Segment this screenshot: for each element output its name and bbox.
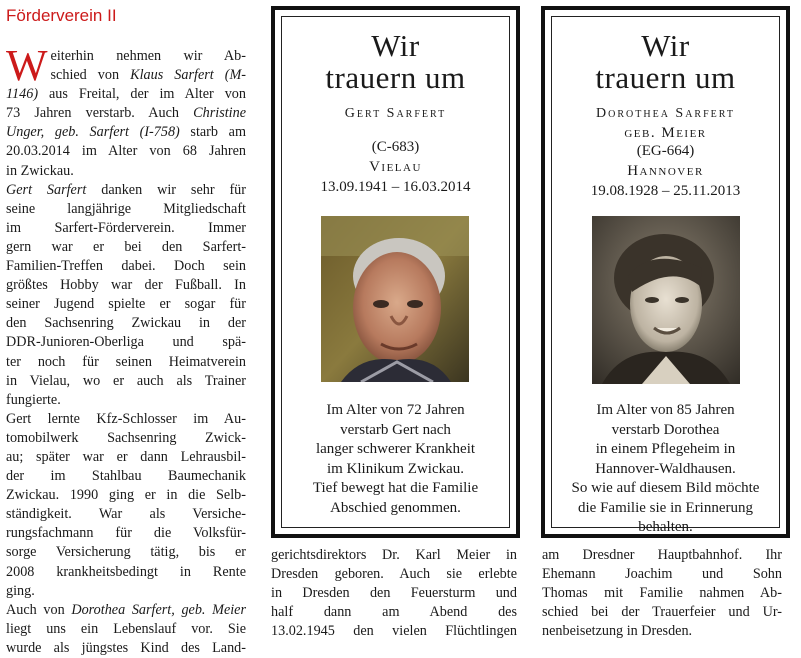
text-line: half dann am Abend des [271, 604, 517, 621]
text-line: nenbeisetzung in Dresden. [542, 623, 693, 640]
text-line: tomobilwerk Sachsenring Zwick- [6, 429, 246, 446]
right-column-text [542, 546, 782, 641]
left-article-column [6, 41, 247, 658]
middle-column-text [271, 546, 517, 641]
member-code: (EG-664) [636, 143, 695, 159]
notice-text [275, 401, 516, 518]
portrait-photo-dorothea [592, 216, 740, 384]
text-line: gerichtsdirektors Dr. Karl Meier in [271, 547, 517, 563]
hometown: Hannover [627, 163, 704, 179]
text-line: sorge Versicherung tätig, bis er [6, 544, 246, 561]
text-line: gern war er bei den Sarfert- [6, 238, 246, 255]
notice-title-line-1: Wir [641, 28, 690, 63]
obituary-notice-dorothea [541, 6, 790, 538]
text-line: im Sarfert-Förderverein. Immer [6, 219, 246, 236]
left-column-text [6, 41, 247, 658]
notice-text [545, 401, 786, 538]
text-line: in Dresden den Feuersturm und [271, 585, 517, 602]
notice-title [275, 30, 516, 94]
notice-text-line: die Familie sie in Erinnerung [578, 499, 753, 516]
text-line: liegt uns ein Lebenslauf vor. Sie [6, 620, 246, 637]
text-line: 1146) aus Freital, der im Alter von [6, 86, 246, 103]
text-line: in Vielau, wo er auch als Trainer [6, 372, 246, 389]
text-line: seine langjährige Mitgliedschaft [6, 200, 246, 217]
text-line: ging. [6, 582, 35, 599]
text-line: au; später war er dann Lehrausbil- [6, 448, 246, 465]
text-line: fungierte. [6, 391, 61, 408]
text-line: schied bei der Trauerfeier und Ur- [542, 604, 782, 621]
drop-cap: W [6, 41, 48, 90]
notice-text-line: langer schwerer Krankheit [315, 441, 476, 457]
text-line: 2008 krankheitsbedingt in Rente [6, 563, 246, 580]
portrait-photo-gert [321, 216, 469, 382]
text-line: in Zwickau. [6, 162, 74, 179]
member-code: (C-683) [371, 139, 420, 155]
notice-text-line: So wie auf diesem Bild möchte [571, 480, 760, 496]
notice-text-line: behalten. [638, 519, 693, 535]
notice-text-line: Im Alter von 72 Jahren [326, 402, 465, 418]
text-line: den Sachsenring Zwickau in der [6, 315, 246, 332]
notice-title-line-2: trauern um [595, 60, 736, 95]
notice-text-line: verstarb Gert nach [340, 421, 451, 438]
hometown: Vielau [369, 159, 422, 175]
notice-text-line: Hannover-Waldhausen. [595, 460, 736, 477]
text-line: Dresden geboren. Auch sie erlebte [271, 566, 517, 583]
notice-title-line-2: trauern um [325, 60, 466, 95]
text-line: wurde als jüngstes Kind des Land- [6, 639, 246, 656]
life-dates: 13.09.1941 – 16.03.2014 [320, 179, 471, 195]
text-line: größtes Hobby war der Fußball. In [6, 277, 246, 294]
text-line: DDR-Junioren-Oberliga und spä- [6, 334, 246, 351]
text-line: ter noch für seinen Heimatverein [6, 353, 246, 370]
notice-text-line: im Klinikum Zwickau. [326, 460, 465, 477]
text-line: Gert Sarfert danken wir sehr für [6, 181, 247, 198]
text-line: ständigkeit. War als Versiche- [6, 506, 246, 523]
notice-text-line: Im Alter von 85 Jahren [596, 402, 735, 418]
notice-title-line-1: Wir [371, 28, 420, 63]
text-line: Zwickau. 1990 ging er in die Selb- [6, 487, 246, 504]
life-dates: 19.08.1928 – 25.11.2013 [590, 183, 741, 199]
deceased-name: Gert Sarfert [344, 106, 447, 121]
text-line: Auch von Dorothea Sarfert, geb. Meier [6, 601, 247, 618]
text-line: rungsfachmann für die Volksfür- [6, 525, 246, 542]
deceased-name: Dorothea Sarfert [596, 106, 735, 121]
text-line: der im Stahlbau Baumechanik [6, 468, 246, 485]
text-line: Gert lernte Kfz-Schlosser im Au- [6, 410, 246, 427]
notice-text-line: Tief bewegt hat die Familie [312, 480, 479, 496]
notice-text-line: Abschied genommen. [330, 499, 461, 516]
text-line: Thomas mit Familie nahmen Ab- [542, 585, 782, 602]
notice-title [545, 30, 786, 94]
text-line: am Dresdner Hauptbahnhof. Ihr [542, 547, 782, 563]
text-line: Familien-Treffen dabei. Doch sein [6, 258, 246, 275]
text-line: Ehemann Joachim und Sohn [542, 566, 782, 583]
text-line: 73 Jahren verstarb. Auch Christine [6, 105, 246, 122]
maiden-name: geb. Meier [624, 125, 707, 141]
text-line: eiterhin nehmen wir Ab- [50, 48, 246, 64]
text-line: schied von Klaus Sarfert (M- [50, 67, 247, 84]
text-line: 20.03.2014 im Alter von 68 Jahren [6, 143, 246, 160]
text-line: seiner Jugend spielte er sogar für [6, 296, 246, 313]
notice-text-line: verstarb Dorothea [611, 421, 720, 438]
notice-text-line: in einem Pflegeheim in [595, 441, 736, 457]
text-line: Unger, geb. Sarfert (I-758) starb am [6, 124, 246, 141]
text-line: 13.02.1945 den vielen Flüchtlingen [271, 623, 517, 640]
obituary-notice-gert [271, 6, 520, 538]
section-heading: Förderverein II [6, 6, 117, 25]
